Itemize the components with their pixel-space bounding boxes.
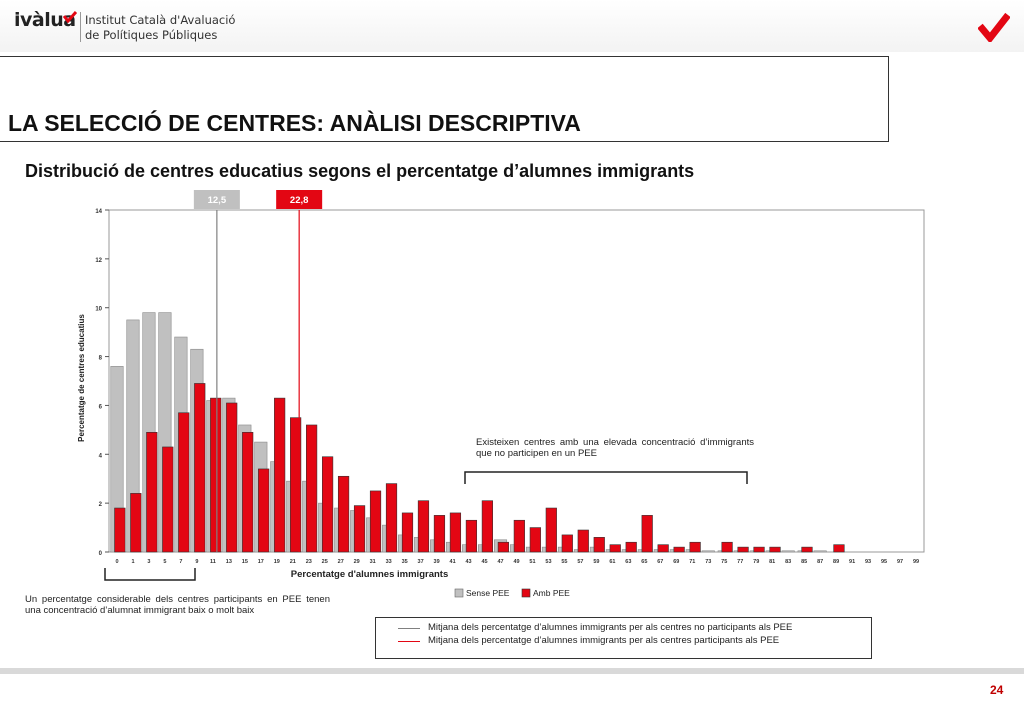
x-tick-label: 0 <box>115 559 119 565</box>
x-tick-label: 87 <box>817 559 824 565</box>
mean-legend-red-label: Mitjana dels percentatge d’alumnes immigrants per als centres participants als PEE <box>428 635 780 646</box>
bar-amb-pee <box>258 469 269 552</box>
x-tick-label: 5 <box>163 559 167 565</box>
footer-divider <box>0 668 1024 674</box>
bar-amb-pee <box>306 425 317 552</box>
bar-amb-pee <box>530 528 541 552</box>
legend-swatch-sense-pee <box>455 589 463 597</box>
x-tick-label: 19 <box>273 559 280 565</box>
x-tick-label: 11 <box>209 559 216 565</box>
x-tick-label: 9 <box>195 559 199 565</box>
x-tick-label: 41 <box>449 559 456 565</box>
bar-sense-pee <box>782 551 794 552</box>
bar-amb-pee <box>418 501 429 552</box>
bar-amb-pee <box>466 520 477 552</box>
x-tick-label: 31 <box>369 559 376 565</box>
x-tick-label: 95 <box>880 559 888 565</box>
x-tick-label: 51 <box>529 559 536 565</box>
x-tick-label: 3 <box>147 559 151 565</box>
bar-amb-pee <box>754 547 765 552</box>
bar-amb-pee <box>210 398 221 552</box>
x-tick-label: 63 <box>625 559 632 565</box>
bar-amb-pee <box>738 547 749 552</box>
bar-amb-pee <box>514 520 525 552</box>
x-tick-label: 15 <box>241 559 248 565</box>
bar-amb-pee <box>434 515 445 552</box>
y-tick-label: 0 <box>98 551 102 557</box>
x-tick-label: 57 <box>577 559 584 565</box>
x-tick-label: 33 <box>385 559 392 565</box>
x-tick-label: 65 <box>641 559 648 565</box>
x-tick-label: 13 <box>225 559 232 565</box>
mean-lines-legend <box>375 617 872 659</box>
bar-amb-pee <box>642 515 653 552</box>
mean-legend-red <box>376 635 871 647</box>
mean-label: 12,5 <box>207 195 227 206</box>
mean-label: 22,8 <box>289 195 309 206</box>
ivalua-logo: ivàlua <box>14 9 76 31</box>
y-tick-label: 6 <box>98 404 102 411</box>
bar-amb-pee <box>402 513 413 552</box>
x-tick-label: 49 <box>513 559 520 565</box>
page-number: 24 <box>990 683 1004 697</box>
bar-amb-pee <box>386 484 397 552</box>
x-tick-label: 25 <box>321 559 328 565</box>
x-tick-label: 39 <box>433 559 440 565</box>
bar-amb-pee <box>322 457 333 552</box>
x-tick-label: 81 <box>769 559 776 565</box>
x-tick-label: 89 <box>833 559 840 565</box>
bar-amb-pee <box>578 530 589 552</box>
bar-amb-pee <box>802 547 813 552</box>
chart-subtitle: Distribució de centres educatius segons el percentatge d’alumnes immigrants <box>25 161 695 181</box>
mean-legend-grey-label: Mitjana dels percentatge d’alumnes immigrants per als centres no participants als PEE <box>428 622 793 633</box>
x-tick-label: 73 <box>705 559 712 565</box>
x-tick-label: 99 <box>912 559 920 565</box>
bar-sense-pee <box>814 551 826 552</box>
bar-amb-pee <box>690 542 701 552</box>
bar-amb-pee <box>162 447 173 552</box>
x-tick-label: 83 <box>785 559 792 565</box>
bar-amb-pee <box>242 432 253 552</box>
bar-amb-pee <box>370 491 381 552</box>
legend-label-amb-pee: Amb PEE <box>533 588 570 598</box>
bar-amb-pee <box>115 508 126 552</box>
bar-amb-pee <box>194 383 205 552</box>
bar-amb-pee <box>450 513 461 552</box>
x-tick-label: 43 <box>465 559 472 565</box>
high-concentration-note: Existeixen centres amb una elevada concentració d’immigrants que no participen en un PEE <box>476 437 754 459</box>
bar-amb-pee <box>131 493 142 552</box>
bar-amb-pee <box>674 547 685 552</box>
x-tick-label: 21 <box>289 559 296 565</box>
x-tick-label: 37 <box>417 559 424 565</box>
x-tick-label: 35 <box>401 559 408 565</box>
x-tick-label: 91 <box>849 559 856 565</box>
y-tick-label: 4 <box>98 453 102 460</box>
bar-amb-pee <box>546 508 557 552</box>
x-tick-label: 1 <box>131 559 135 565</box>
y-tick-label: 8 <box>98 355 102 362</box>
x-tick-label: 53 <box>545 559 552 565</box>
x-tick-label: 47 <box>497 559 504 565</box>
bar-amb-pee <box>626 542 637 552</box>
x-tick-label: 77 <box>737 559 744 565</box>
y-axis-label: Percentatge de centres educatius <box>77 314 86 442</box>
bar-amb-pee <box>594 537 605 552</box>
legend-swatch-amb-pee <box>522 589 530 597</box>
x-tick-label: 67 <box>657 559 664 565</box>
x-tick-label: 85 <box>801 559 808 565</box>
bar-amb-pee <box>226 403 237 552</box>
x-tick-label: 93 <box>865 559 872 565</box>
mean-legend-grey <box>376 622 871 634</box>
x-tick-label: 29 <box>353 559 360 565</box>
bar-amb-pee <box>274 398 285 552</box>
bar-amb-pee <box>147 432 158 552</box>
low-concentration-bracket <box>105 568 195 580</box>
x-tick-label: 45 <box>481 559 488 565</box>
bar-amb-pee <box>658 545 669 552</box>
bar-amb-pee <box>482 501 493 552</box>
bar-amb-pee <box>770 547 781 552</box>
legend-label-sense-pee: Sense PEE <box>466 588 510 598</box>
bar-amb-pee <box>498 542 509 552</box>
x-tick-label: 7 <box>179 559 183 565</box>
red-line-swatch <box>398 641 420 642</box>
institute-name-line2: de Polítiques Públiques <box>85 28 218 42</box>
bar-amb-pee <box>834 545 845 552</box>
bar-amb-pee <box>338 476 349 552</box>
x-tick-label: 75 <box>721 559 728 565</box>
x-tick-label: 97 <box>896 559 904 565</box>
bar-amb-pee <box>354 506 365 552</box>
y-tick-label: 14 <box>95 209 102 215</box>
institute-name-line1: Institut Català d'Avaluació <box>85 13 236 27</box>
x-tick-label: 79 <box>753 559 760 565</box>
x-tick-label: 55 <box>561 559 568 565</box>
x-tick-label: 27 <box>337 559 344 565</box>
bar-sense-pee <box>702 551 714 552</box>
y-tick-label: 10 <box>95 306 102 313</box>
x-tick-label: 61 <box>609 559 616 565</box>
x-axis-label: Percentatge d'alumnes immigrants <box>290 569 449 580</box>
bar-amb-pee <box>610 545 621 552</box>
grey-line-swatch <box>398 628 420 629</box>
bar-amb-pee <box>562 535 573 552</box>
x-tick-label: 69 <box>673 559 680 565</box>
y-tick-label: 12 <box>95 257 102 264</box>
bar-amb-pee <box>722 542 733 552</box>
x-tick-label: 23 <box>305 559 312 565</box>
x-tick-label: 17 <box>257 559 264 565</box>
x-tick-label: 59 <box>593 559 600 565</box>
y-tick-label: 2 <box>98 502 102 509</box>
slide-title: LA SELECCIÓ DE CENTRES: ANÀLISI DESCRIPTIVA <box>8 110 581 136</box>
low-concentration-note: Un percentatge considerable dels centres participants en PEE tenen una concentració d’alumnat immigrant baix o molt baix <box>25 594 330 616</box>
x-tick-label: 71 <box>689 559 696 565</box>
bar-amb-pee <box>178 413 189 552</box>
